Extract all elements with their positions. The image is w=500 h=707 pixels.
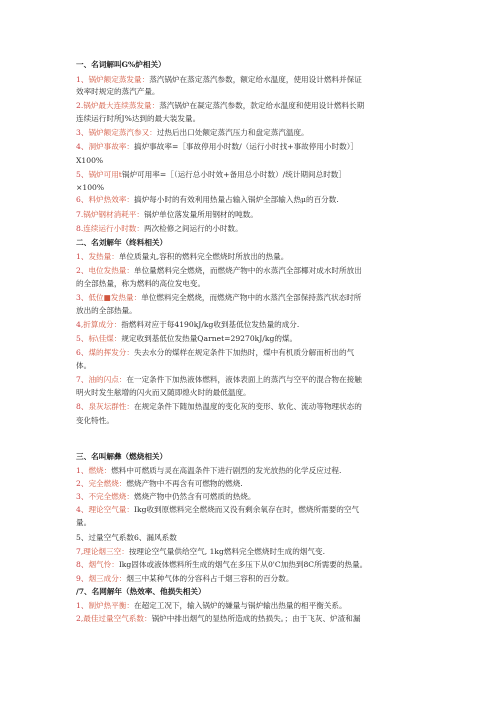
line-text: 按理论空气量供给空气, 1kg燃料完全燃烧时生成的烟气变. — [128, 547, 326, 556]
term-label: 锅炉最大连续蒸发量： — [83, 101, 160, 110]
item-number: 3、 — [76, 128, 89, 137]
item-number: 3、 — [76, 293, 89, 302]
line-text: 在规定条件下随加热温度的变化灰的变形、软化、流动等物理状态的 — [134, 402, 362, 411]
line-text: 燃料中可燃质与灵在高温条件下进行剧烈的发光放热的化学反应过程. — [111, 466, 342, 475]
item-number: 1、 — [76, 601, 89, 610]
text-line — [76, 182, 436, 194]
item-number: 6、 — [76, 348, 89, 357]
term-label: 标\佳煤： — [88, 334, 122, 343]
text-line — [76, 517, 436, 529]
line-text: 失去水分的煤样在规定条件下加热时，煤中有机质分解而析出的气 — [134, 348, 355, 357]
term-label: 煤的挥发分： — [88, 348, 134, 357]
text-line — [76, 415, 436, 427]
line-text: Ikg收到原燃料完全燃烧而又没有剩余氧存在时，燃烧所需要的空气 — [134, 505, 360, 514]
term-label: 完全燃烧： — [88, 479, 127, 488]
text-line — [76, 265, 436, 277]
line-text: 三、名叫解彝（燃烧相关） — [76, 452, 168, 461]
text-line — [76, 451, 436, 463]
line-text: 搞炉事故率=［事故停用小时数/（运行小时找+事故停用小时数）］ — [134, 142, 359, 151]
line-text: 规定收到基低位发热量Qarnet=29270kJ∕kg的煤。 — [121, 334, 298, 343]
term-label: 燃烧： — [88, 466, 112, 475]
text-line — [76, 59, 436, 71]
text-line — [76, 319, 436, 331]
line-text: Ikg固体或液体燃料所生成的烟气在多压下从0'C加热到8C所需要的热量。 — [118, 560, 368, 569]
text-line — [76, 491, 436, 503]
item-number: 7, — [76, 547, 84, 556]
term-label: 锅炉钢材消耗平： — [83, 210, 144, 219]
item-number: 5、 — [76, 170, 89, 179]
line-text: 在一定条件下加热液体燃料，液体表面上的蒸汽与空平的混合物在接触 — [126, 375, 362, 384]
line-text: 指燃料对应于每4190kJ∕kg收到基低位发热量的成分. — [121, 320, 300, 329]
term-label: 烟气怜： — [88, 560, 119, 569]
line-text: 在超定工况下，输入锅炉的嫌量与锅炉输出热量的相平衡关系。 — [134, 601, 347, 610]
text-line — [76, 360, 436, 372]
item-number: 4, — [76, 320, 84, 329]
item-number: 8、 — [76, 560, 89, 569]
term-label: 油的闪点： — [88, 375, 127, 384]
line-text: 连续运行时所J%达到的最大装发量。 — [76, 114, 201, 123]
item-number: 1、 — [76, 252, 89, 261]
text-line — [76, 278, 436, 290]
line-text: X100% — [76, 156, 104, 165]
line-text: 蒸汽锅炉在凝定蒸汽参数，款定给水温度和使用设计燃料长期 — [159, 101, 365, 110]
term-label: 锅炉额定蒸发量： — [88, 75, 150, 84]
term-label: 不完全燃烧： — [88, 492, 134, 501]
term-label: 电位发热量： — [88, 266, 134, 275]
text-line — [76, 532, 436, 544]
text-line — [76, 613, 436, 625]
line-text: 量。 — [76, 518, 92, 527]
line-text: 燃烧产物中仍然含有可燃质的热烧。 — [134, 492, 256, 501]
item-number: 7、 — [76, 375, 89, 384]
item-number: 7. — [76, 210, 84, 219]
term-label: 理论空气量： — [88, 505, 134, 514]
term-label: 最佳过量空气系数： — [83, 614, 152, 623]
term-label: 制炉热平衡： — [88, 601, 134, 610]
line-text: 单位燃料完全燃烧，而燃烧产物中的水蒸汽全部保持蒸汽状态时所 — [141, 293, 362, 302]
item-number: 4、 — [76, 505, 89, 514]
line-text: 明火时发生舷增的闪火而又随即熄火时的最低温度。 — [76, 388, 251, 397]
text-line — [76, 100, 436, 112]
item-number: 3、 — [76, 492, 89, 501]
item-number: 2. — [76, 101, 84, 110]
term-label: 折算成分： — [83, 320, 122, 329]
item-number: 2、 — [76, 266, 89, 275]
text-line — [76, 127, 436, 139]
text-line — [76, 478, 436, 490]
text-line — [76, 504, 436, 516]
term-label: 料炉热效率： — [88, 195, 134, 204]
text-line — [76, 194, 436, 206]
line-text: 二、名刘解年（终料相关） — [76, 238, 168, 247]
line-text: 燃烧产物中不再含有可燃物的燃烧. — [126, 479, 243, 488]
line-text: 体。 — [76, 361, 92, 370]
item-number: 9、 — [76, 574, 89, 583]
text-line — [76, 292, 436, 304]
term-label: 洞炉事故率： — [88, 142, 134, 151]
line-text: 的全部热量，称为燃料的高位发电变。 — [76, 279, 206, 288]
line-text: 单位质量丸,容积的燃料完全燃烧时所放出的热量。 — [118, 252, 289, 261]
item-number: 5、 — [76, 334, 89, 343]
line-text: ∕7、名网解年（热效率、他损失相关） — [76, 587, 206, 596]
text-line — [76, 374, 436, 386]
item-number: 6、 — [76, 195, 89, 204]
line-text: 锅炉可用率=［（运行总小时效+备用总小时数）/统计期间总时数］ — [121, 170, 346, 179]
item-number: 2, — [76, 614, 84, 623]
text-line — [76, 559, 436, 571]
item-number: 1、 — [76, 466, 89, 475]
term-label: 发热量： — [88, 252, 119, 261]
line-text: 5、过量空气系数6、漏风系数 — [76, 533, 177, 542]
text-line — [76, 74, 436, 86]
item-number: 8、 — [76, 402, 89, 411]
text-line — [76, 600, 436, 612]
text-line — [76, 347, 436, 359]
line-text: 一、名词解叫G%炉相关） — [76, 60, 166, 69]
text-line — [76, 237, 436, 249]
text-line — [76, 465, 436, 477]
text-line — [76, 155, 436, 167]
term-label: 烟三成分： — [88, 574, 127, 583]
line-text: 单位量燃料完全燃烧，而燃烧产物中的水蒸汽全部椰对成水时所放出 — [134, 266, 362, 275]
line-text: ×100% — [76, 183, 105, 192]
line-text: 变化特性。 — [76, 416, 114, 425]
text-line — [76, 305, 436, 317]
term-label: 锅炉可用t — [88, 170, 122, 179]
text-line — [76, 86, 436, 98]
text-line — [76, 223, 436, 235]
term-label: 锅炉额定蒸汽参又： — [88, 128, 157, 137]
item-number: 2、 — [76, 479, 89, 488]
line-text: 效率时规定的蒸汽产量。 — [76, 87, 160, 96]
text-line — [76, 113, 436, 125]
line-text: 蒸汽锅炉在蒸定蒸汽参数，额定给水温度，使用设计燃料并保证 — [149, 75, 362, 84]
line-text: 放出的全部热量。 — [76, 306, 137, 315]
text-line — [76, 586, 436, 598]
text-line — [76, 573, 436, 585]
line-text: 两次检修之间运行的小时数。 — [144, 224, 243, 233]
term-label: 低位■发热量： — [88, 293, 142, 302]
text-line — [76, 546, 436, 558]
line-text: 过热后出口处额定蒸汽压力和盘定蒸汽温度。 — [156, 128, 309, 137]
term-label: 理论烟三空： — [83, 547, 129, 556]
item-number: 8. — [76, 224, 84, 233]
text-line — [76, 169, 436, 181]
term-label: 连续运行小时数： — [83, 224, 144, 233]
item-number: 4、 — [76, 142, 89, 151]
line-text: 烟三中某种气体的分容科占千烟三容积的百分数。 — [126, 574, 294, 583]
line-text: 搞炉每小时的有效利用热量占输入锅炉全部输入热μ的百分数. — [134, 195, 339, 204]
text-line — [76, 209, 436, 221]
text-line — [76, 401, 436, 413]
text-line — [76, 333, 436, 345]
text-line — [76, 141, 436, 153]
line-text: 锅炉单位落发量所用钢材的吨数。 — [144, 210, 258, 219]
term-label: 泉灰坛群性： — [88, 402, 134, 411]
text-line — [76, 387, 436, 399]
line-text: 锅炉中排出烟气的显热所造成的热损失。；由于飞灰、炉渣和漏 — [151, 614, 361, 623]
item-number: 1、 — [76, 75, 89, 84]
text-line — [76, 251, 436, 263]
